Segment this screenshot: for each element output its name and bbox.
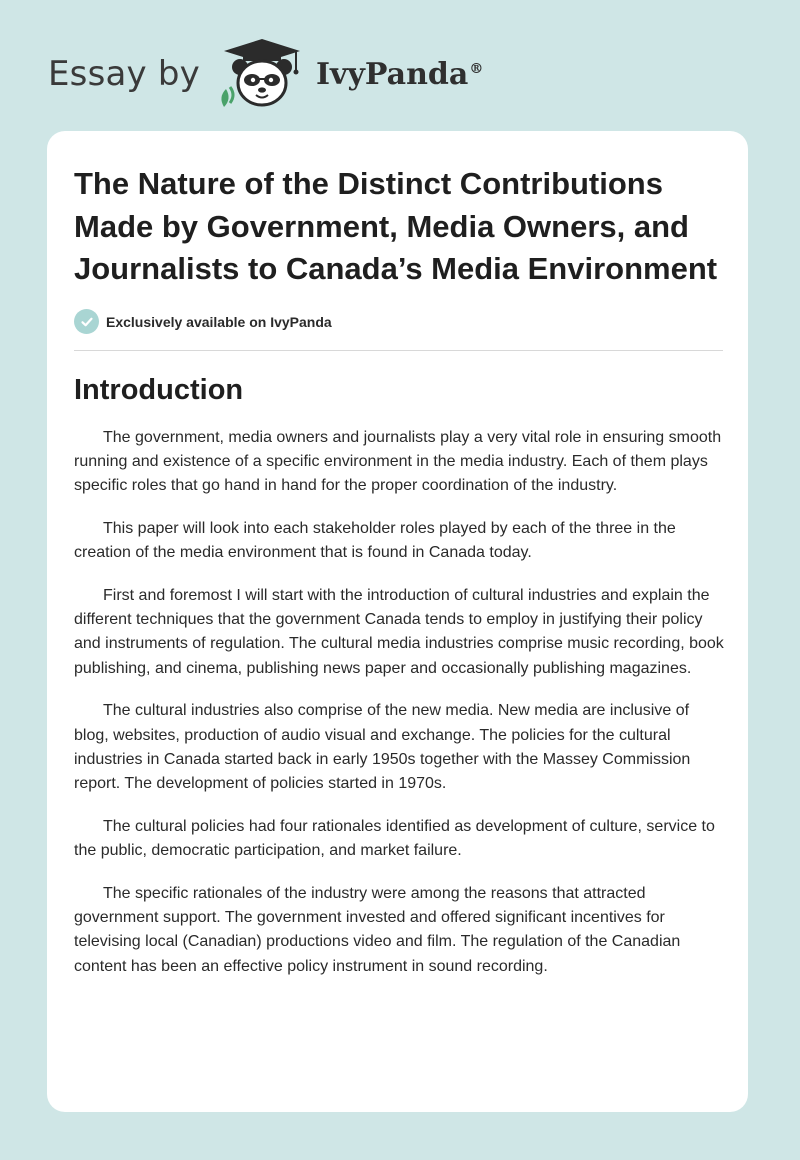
registered-mark: ® bbox=[469, 60, 484, 77]
exclusive-text: Exclusively available on IvyPanda bbox=[106, 313, 332, 330]
divider bbox=[74, 350, 723, 351]
exclusive-badge bbox=[74, 309, 724, 335]
brand-name[interactable] bbox=[316, 57, 483, 92]
brand-text: IvyPanda bbox=[315, 56, 469, 92]
essay-body bbox=[74, 426, 724, 980]
paragraph: The cultural policies had four rationales identified as development of culture, service to the public, democratic participation, and market failure. bbox=[74, 817, 715, 860]
essay-content bbox=[74, 163, 724, 997]
essay-card bbox=[47, 131, 748, 1112]
panda-graduate-icon[interactable] bbox=[216, 37, 308, 111]
essay-by-label: Essay by bbox=[48, 54, 200, 94]
paragraph: The government, media owners and journalists play a very vital role in ensuring smooth running and existence of a specific environment in the media industry. Each of them plays specific roles that go hand in hand for the proper coordination of the industry. bbox=[74, 428, 722, 495]
check-icon bbox=[74, 309, 99, 334]
section-heading: Introduction bbox=[74, 373, 244, 406]
essay-title: The Nature of the Distinct Contributions Made by Government, Media Owners, and Journalists to Canada’s Media Environment bbox=[74, 166, 718, 286]
paragraph: The specific rationales of the industry were among the reasons that attracted government support. The government invested and offered significant incentives for televising local (Canadian) productions video and film. The regulation of the Canadian content has been an effective policy instrument in sound recording. bbox=[74, 884, 681, 975]
paragraph: This paper will look into each stakeholder roles played by each of the three in the creation of the media environment that is found in Canada today. bbox=[74, 519, 676, 562]
paragraph: First and foremost I will start with the introduction of cultural industries and explain the different techniques that the government Canada tends to employ in justifying their policy and instruments of regulation. The cultural media industries comprise music recording, book publishing, and cinema, publishing news paper and occasionally publishing magazines. bbox=[74, 586, 724, 677]
paragraph: The cultural industries also comprise of the new media. New media are inclusive of blog, websites, production of audio visual and exchange. The policies for the cultural industries in Canada started back in early 1950s together with the Massey Commission report. The development of policies started in 1970s. bbox=[74, 702, 691, 793]
site-header bbox=[48, 34, 483, 114]
